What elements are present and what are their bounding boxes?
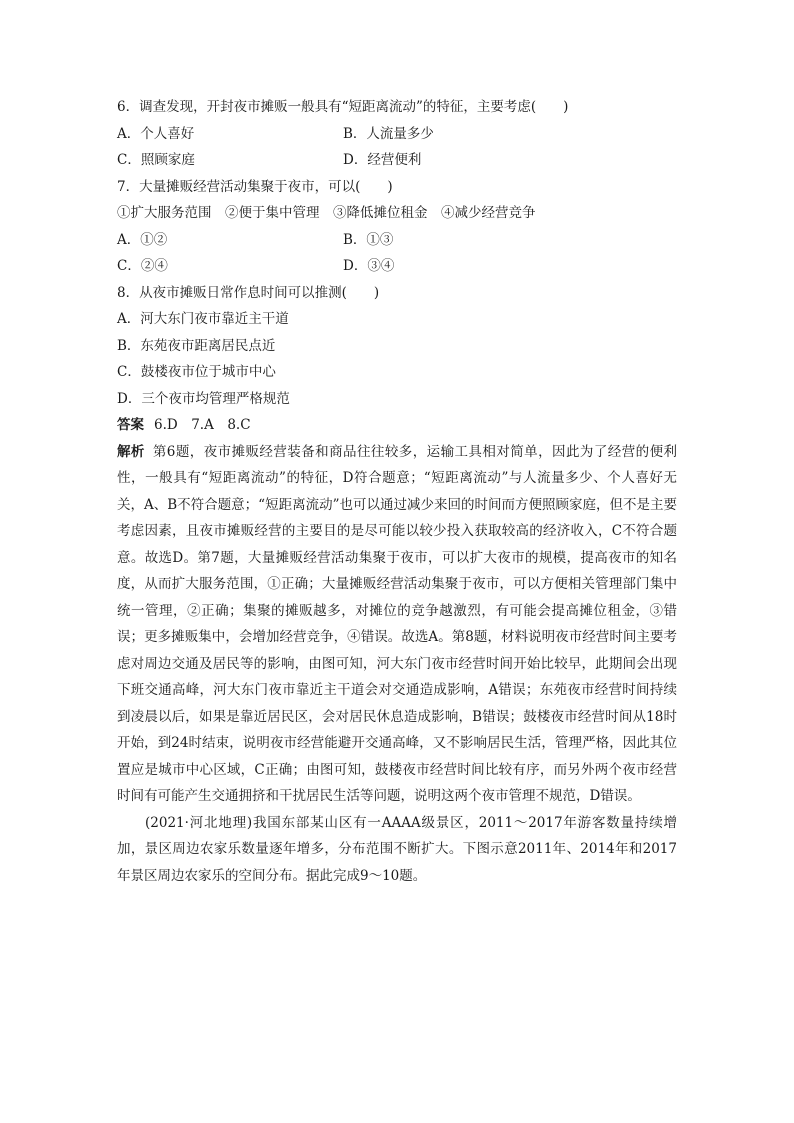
answer-text: 6.D 7.A 8.C (154, 417, 251, 433)
question-8-stem: 8．从夜市摊贩日常作息时间可以推测( ) (117, 284, 380, 301)
question-7-options-row-1 (117, 227, 677, 254)
next-question-intro: (2021·河北地理)我国东部某山区有一AAAA级景区，2011～2017年游客数量持续增加，景区周边农家乐数量逐年增多，分布范围不断扩大。下图示意2011年、2014年和2017年景区周边农家乐的空间分布。据此完成9～10题。 (117, 814, 677, 884)
question-7-choices: ①扩大服务范围 ②便于集中管理 ③降低摊位租金 ④减少经营竞争 (117, 205, 536, 221)
option-c: C．鼓楼夜市位于城市中心 (117, 364, 276, 380)
option-c: C．②④ (117, 258, 168, 274)
option-a: A．河大东门夜市靠近主干道 (117, 311, 289, 327)
question-7-options-row-2 (117, 253, 677, 280)
option-a: A．①② (117, 231, 168, 248)
option-d: D．经营便利 (343, 152, 422, 168)
answer-line (117, 412, 677, 439)
question-6-stem: 6．调查发现，开封夜市摊贩一般具有“短距离流动”的特征，主要考虑( ) (117, 99, 569, 115)
option-d: D．三个夜市均管理严格规范 (117, 390, 290, 407)
question-6-options-row-2 (117, 147, 677, 174)
option-d: D．③④ (343, 258, 395, 274)
option-a: A．个人喜好 (117, 125, 195, 142)
analysis-text: 第6题，夜市摊贩经营装备和商品往往较多，运输工具相对简单，因此为了经营的便利性，一般具有“短距离流动”的特征，D符合题意；“短距离流动”与人流量多少、个人喜好无关，A、B不符合题意；“短距离流动”也可以通过减少来回的时间而方便照顾家庭，但不是主要考虑因素，且夜市摊贩经营的主要目的是尽可能以较少投入获取较高的经济收入，C不符合题意。故选D。第7题，大量摊贩经营活动集聚于夜市，可以扩大夜市的规模，提高夜市的知名度，从而扩大服务范围，①正确；大量摊贩经营活动集聚于夜市，可以方便相关管理部门集中统一管理，②正确；集聚的摊贩越多，对摊位的竞争越激烈，有可能会提高摊位租金，③错误；更多摊贩集中，会增加经营竞争，④错误。故选A。第8题，材料说明夜市经营时间主要考虑对周边交通及居民等的影响，由图可知，河大东门夜市经营时间开始比较早，此期间会出现下班交通高峰，河大东门夜市靠近主干道会对交通造成影响，A错误；东苑夜市经营时间持续到凌晨以后，如果是靠近居民区，会对居民休息造成影响，B错误；鼓楼夜市经营时间从18时开始，到24时结束，说明夜市经营能避开交通高峰，又不影响居民生活，管理严格，因此其位置应是城市中心区域，C正确；由图可知，鼓楼夜市经营时间比较有序，而另外两个夜市经营时间有可能产生交通拥挤和干扰居民生活等问题，说明这两个夜市管理不规范，D错误。 (117, 443, 678, 804)
option-b: B．东苑夜市距离居民点近 (117, 337, 276, 354)
option-b: B．人流量多少 (343, 125, 434, 142)
analysis-label: 解析 (117, 443, 145, 460)
question-6-options-row-1 (117, 121, 677, 148)
option-b: B．①③ (343, 231, 394, 248)
content-area (117, 94, 677, 889)
answer-label: 答案 (117, 417, 144, 433)
option-c: C．照顾家庭 (117, 152, 195, 168)
analysis-paragraph (117, 439, 677, 810)
question-7-stem: 7．大量摊贩经营活动集聚于夜市，可以( ) (117, 178, 393, 195)
